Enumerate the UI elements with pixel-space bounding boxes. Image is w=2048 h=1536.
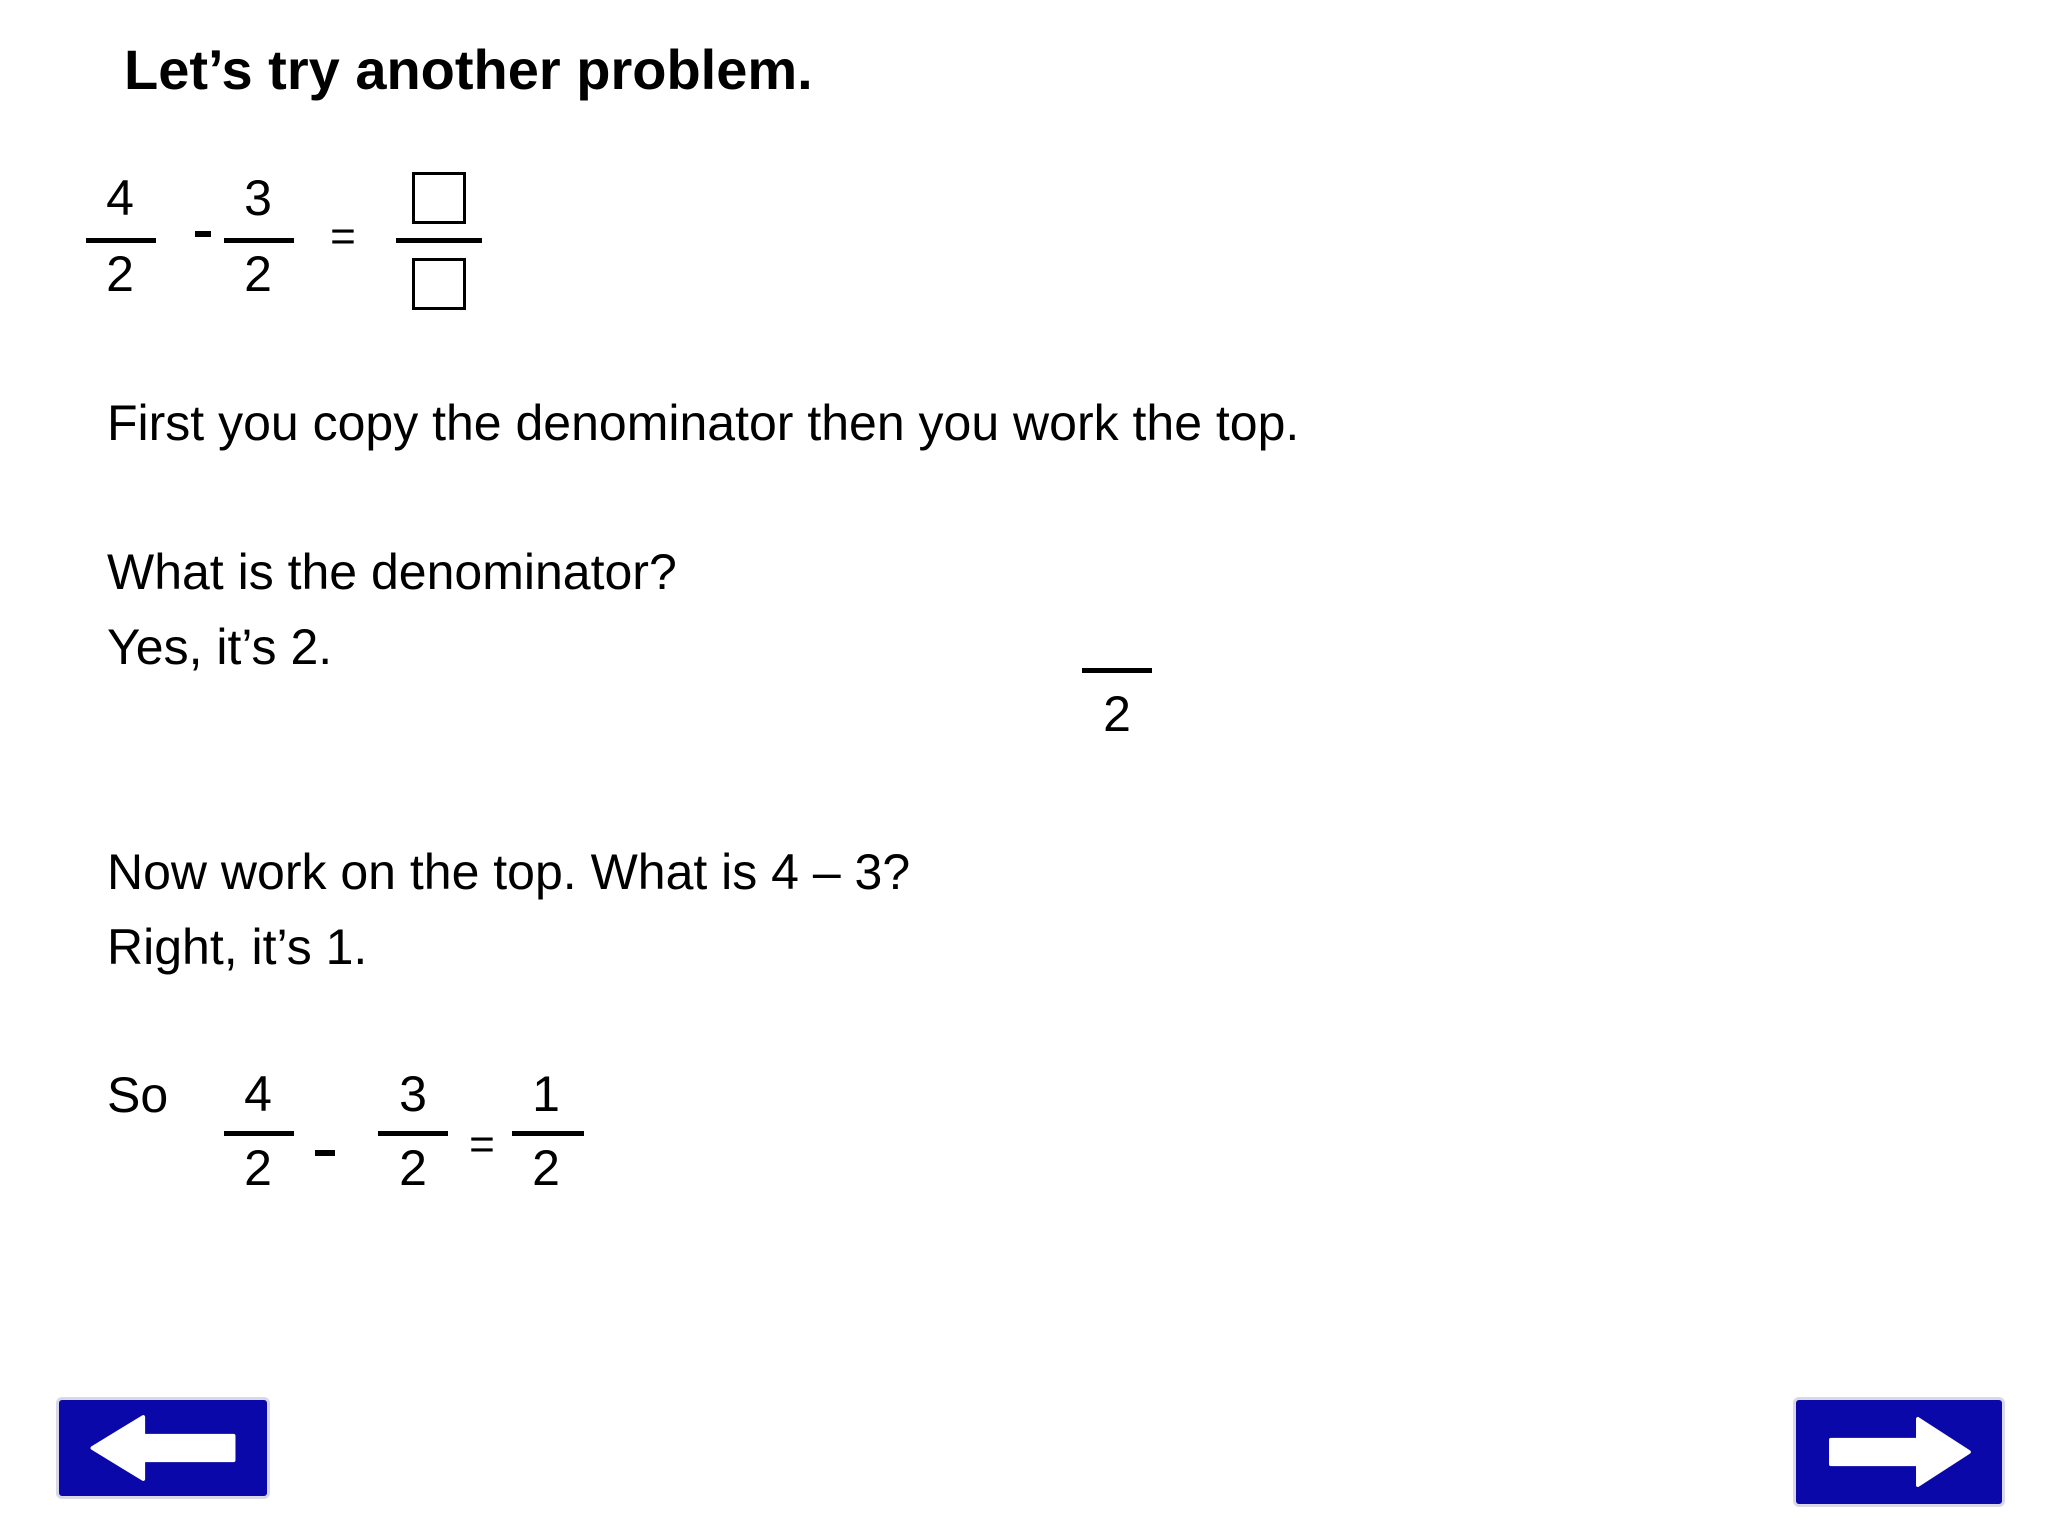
back-button[interactable] (56, 1397, 270, 1499)
result-fraction-a-denominator: 2 (244, 1140, 272, 1196)
problem-fraction-a-numerator: 4 (106, 170, 134, 226)
result-fraction-b-bar (378, 1131, 448, 1136)
problem-fraction-b-numerator: 3 (244, 170, 272, 226)
arrow-left-icon (59, 1400, 267, 1496)
answer-denominator-text: Yes, it’s 2. (107, 619, 333, 675)
result-so-label: So (107, 1067, 169, 1123)
result-fraction-c-numerator: 1 (532, 1066, 560, 1122)
answer-numerator-text: Right, it’s 1. (107, 919, 368, 975)
problem-fraction-b-denominator: 2 (244, 246, 272, 302)
partial-fraction-bar (1082, 668, 1152, 673)
problem-fraction-a-denominator: 2 (106, 246, 134, 302)
result-minus-sign (315, 1150, 335, 1156)
result-fraction-c-denominator: 2 (532, 1140, 560, 1196)
result-fraction-b-numerator: 3 (399, 1066, 427, 1122)
instruction-step-1: First you copy the denominator then you work the top. (107, 395, 1300, 451)
answer-denominator-box[interactable] (412, 258, 466, 310)
arrow-right-icon (1796, 1400, 2002, 1504)
next-button[interactable] (1793, 1397, 2005, 1507)
problem-equals-sign: = (330, 212, 356, 261)
question-denominator: What is the denominator? (107, 544, 677, 600)
result-fraction-b-denominator: 2 (399, 1140, 427, 1196)
partial-fraction-denominator: 2 (1103, 686, 1131, 742)
result-equals-sign: = (469, 1120, 495, 1169)
answer-numerator-box[interactable] (412, 172, 466, 224)
result-fraction-a-bar (224, 1131, 294, 1136)
problem-fraction-b-bar (224, 238, 294, 243)
result-fraction-c-bar (512, 1131, 584, 1136)
problem-fraction-a-bar (86, 238, 156, 243)
answer-fraction-bar (396, 238, 482, 243)
result-fraction-a-numerator: 4 (244, 1066, 272, 1122)
page-title: Let’s try another problem. (124, 38, 813, 101)
problem-minus-sign (195, 231, 211, 237)
question-numerator: Now work on the top. What is 4 – 3? (107, 844, 911, 900)
